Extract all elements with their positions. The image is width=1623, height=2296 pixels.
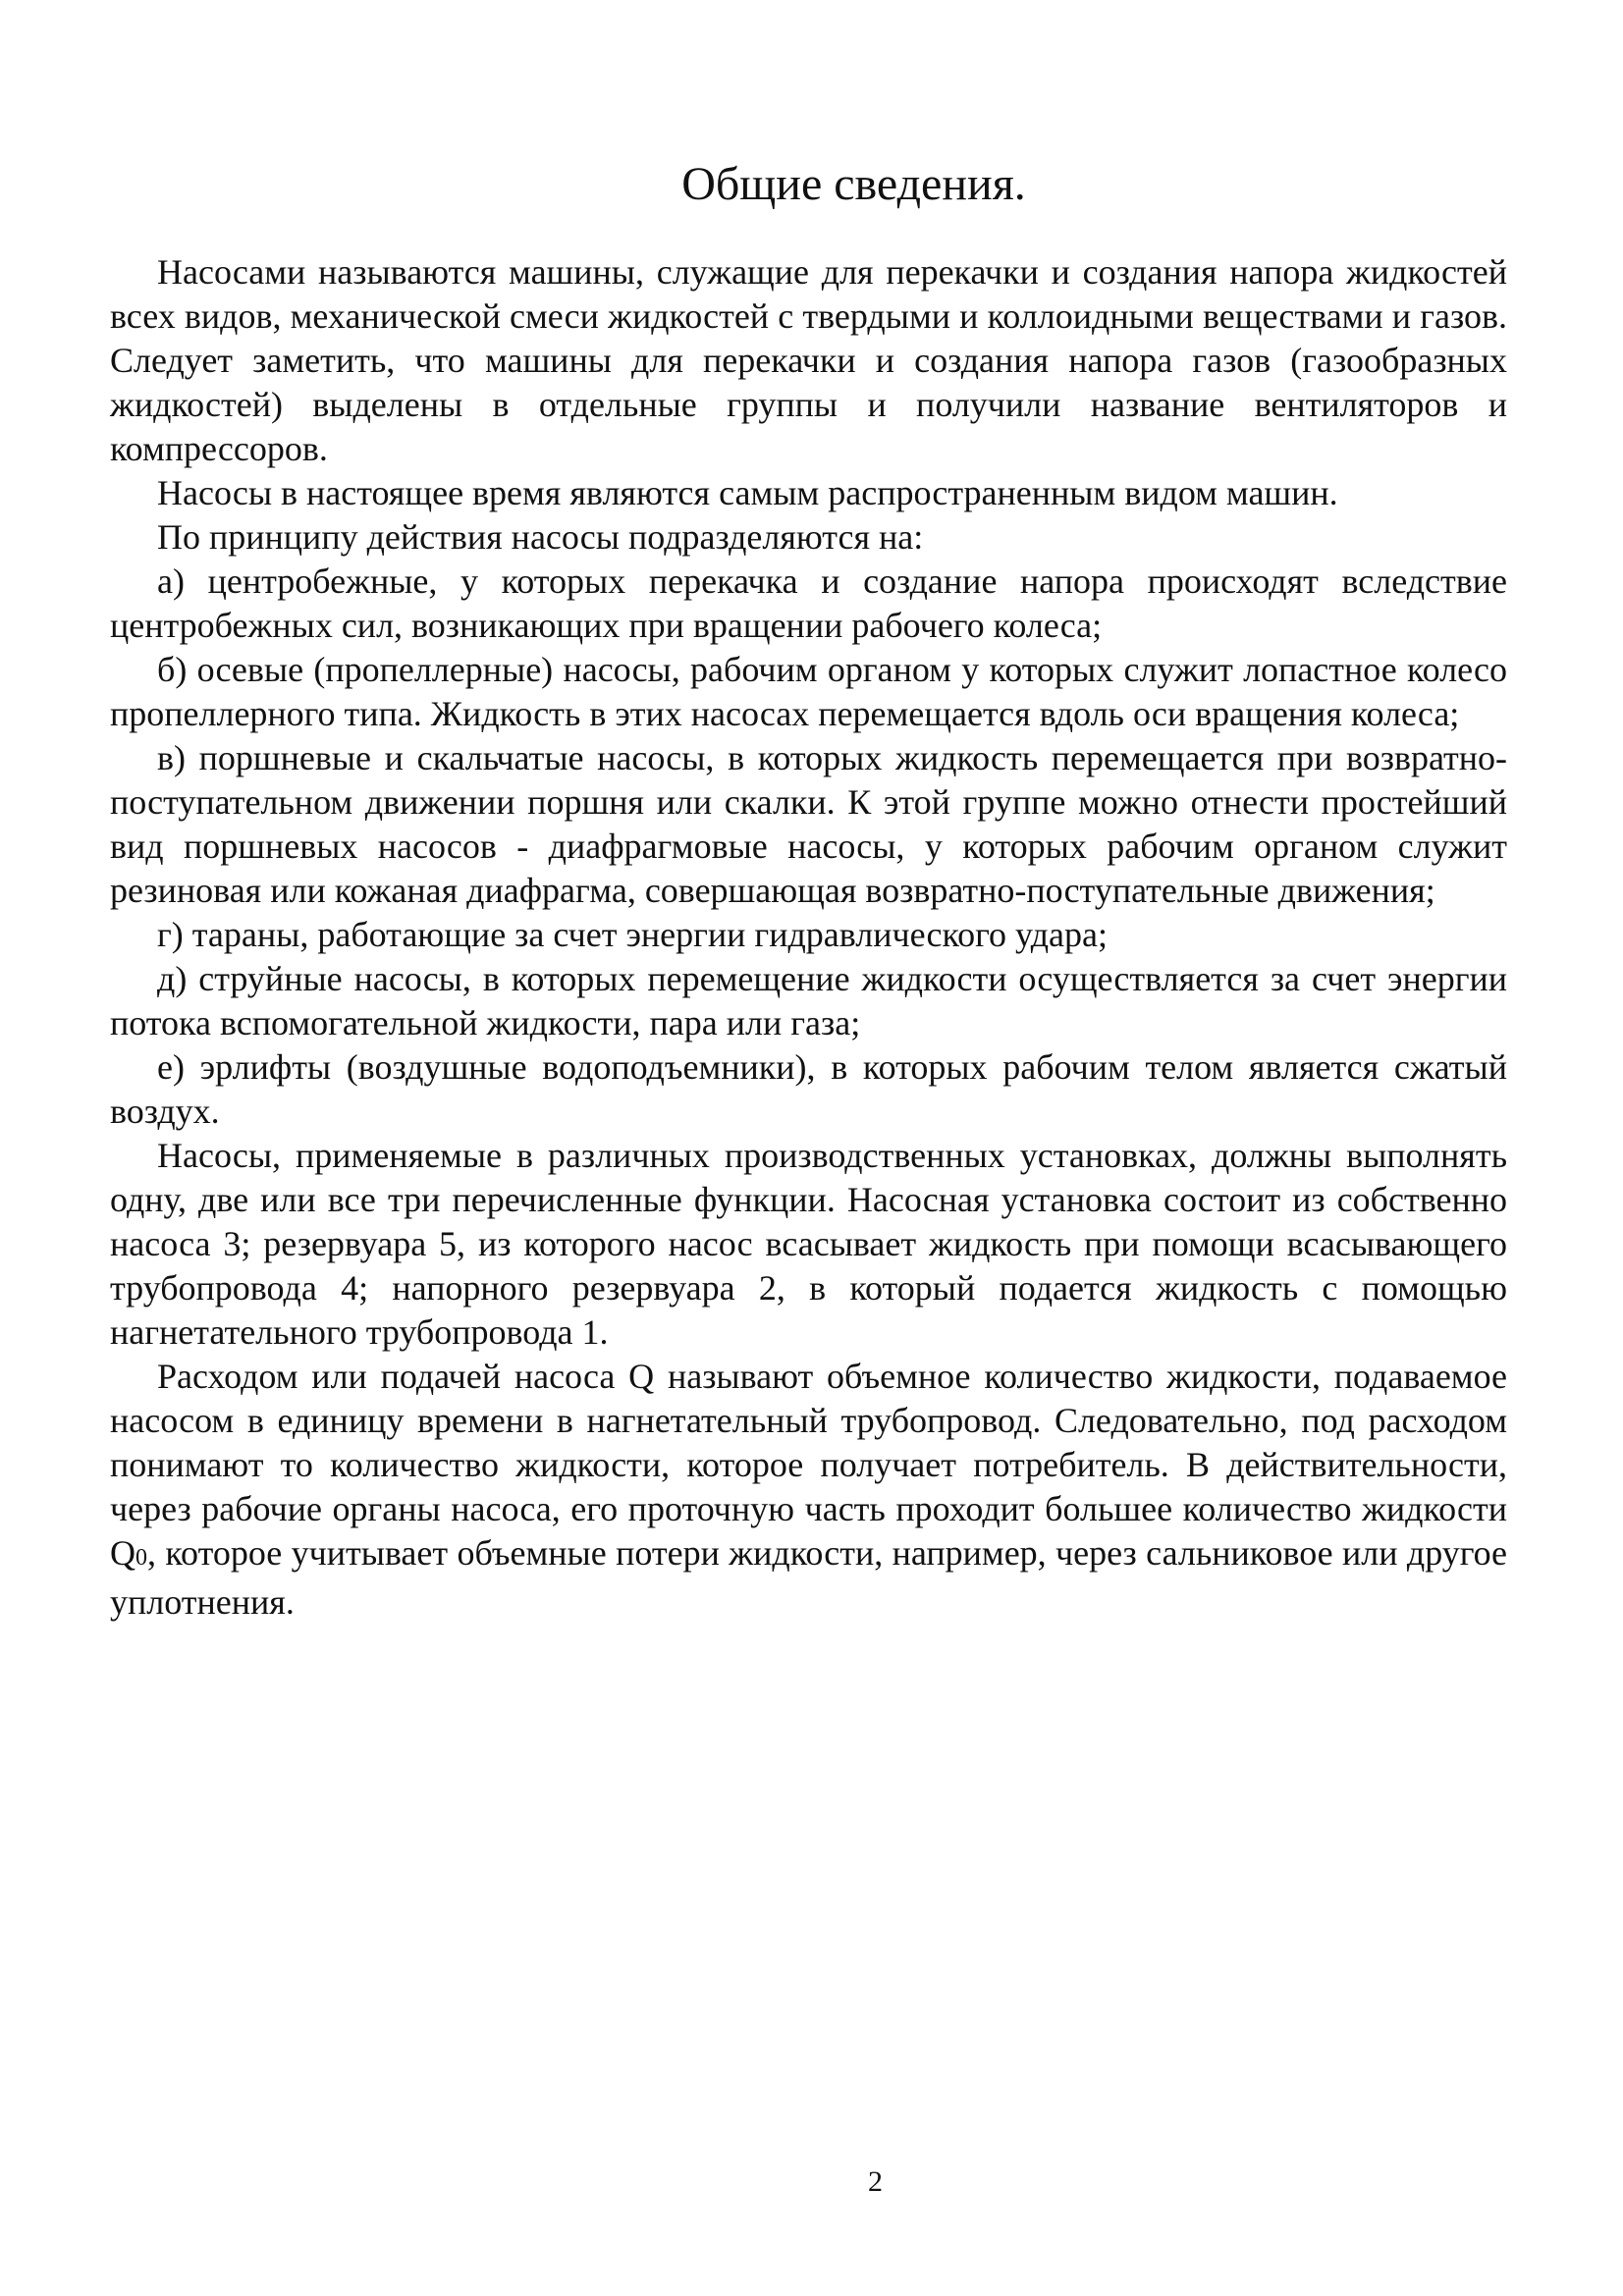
paragraph-classification-intro: По принципу действия насосы подразделяются на: xyxy=(157,517,924,557)
list-item-centrifugal: а) центробежные, у которых перекачка и создание напора происходят вследствие центробежных сил, возникающих при вращении рабочего колеса; xyxy=(110,561,1507,645)
list-item-rams: г) тараны, работающие за счет энергии гидравлического удара; xyxy=(157,915,1109,954)
paragraph-definition: Насосами называются машины, служащие для перекачки и создания напора жидкостей всех видов, механической смеси жидкостей с твердыми и коллоидными веществами и газов. Следует заметить, что машины для перекачки и создания напора газов (газообразных жидкостей) выделены в отдельные группы и получили название вентиляторов и компрессоров. xyxy=(110,252,1507,468)
paragraph-flow-rate xyxy=(110,1355,1507,1625)
list-item-airlift: е) эрлифты (воздушные водоподъемники), в которых рабочим телом является сжатый воздух. xyxy=(110,1047,1507,1131)
flow-rate-subscript: 0 xyxy=(135,1545,147,1571)
page-title: Общие сведения. xyxy=(681,158,1026,210)
list-item-jet: д) струйные насосы, в которых перемещение жидкости осуществляется за счет энергии потока вспомогательной жидкости, пара или газа; xyxy=(110,959,1507,1042)
flow-rate-text-start: Расходом или подачей насоса Q называют объемное количество жидкости, подаваемое насосом в единицу времени в нагнетательный трубопровод. Следовательно, под расходом понимают то количество жидкости, которое получает потребитель. В действительности, через рабочие органы насоса, его проточную часть проходит большее количество жидкости Q xyxy=(110,1357,1507,1573)
list-item-axial: б) осевые (пропеллерные) насосы, рабочим органом у которых служит лопастное колесо пропеллерного типа. Жидкость в этих насосах перемещается вдоль оси вращения колеса; xyxy=(110,650,1507,733)
document-body xyxy=(110,250,1507,1625)
flow-rate-text-end: , которое учитывает объемные потери жидкости, например, через сальниковое или другое уплотнения. xyxy=(110,1533,1507,1622)
paragraph-pump-installation: Насосы, применяемые в различных производственных установках, должны выполнять одну, две или все три перечисленные функции. Насосная установка состоит из собственно насоса 3; резервуара 5, из которого насос всасывает жидкость при помощи всасывающего трубопровода 4; напорного резервуара 2, в который подается жидкость с помощью нагнетательного трубопровода 1. xyxy=(110,1136,1507,1352)
list-item-piston: в) поршневые и скальчатые насосы, в которых жидкость перемещается при возвратно-поступательном движении поршня или скалки. К этой группе можно отнести простейший вид поршневых насосов - диафрагмовые насосы, у которых рабочим органом служит резиновая или кожаная диафрагма, совершающая возвратно-поступательные движения; xyxy=(110,738,1507,910)
paragraph-prevalence: Насосы в настоящее время являются самым распространенным видом машин. xyxy=(157,473,1338,512)
page-number: 2 xyxy=(868,2165,883,2198)
